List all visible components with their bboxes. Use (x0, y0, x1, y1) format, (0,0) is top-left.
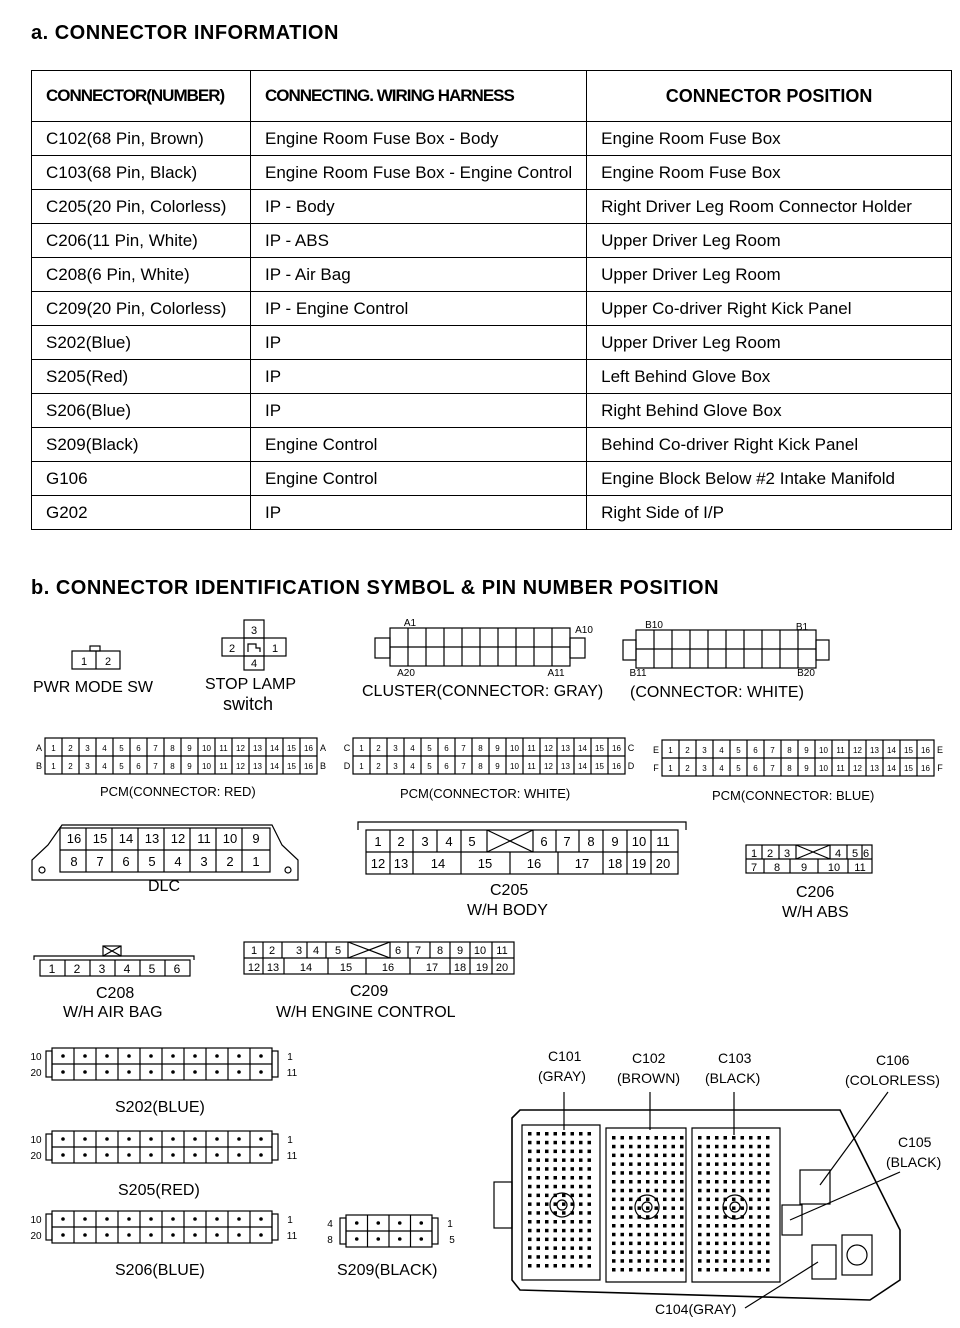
table-cell: S205(Red) (32, 360, 251, 394)
table-cell: S202(Blue) (32, 326, 251, 360)
pin-number: 6 (444, 762, 449, 771)
table-cell: IP - Air Bag (251, 258, 587, 292)
pin-number: 1 (447, 1219, 453, 1230)
table-cell: Upper Driver Leg Room (587, 326, 952, 360)
pin-number: 16 (304, 744, 313, 753)
pin-number: 15 (287, 744, 296, 753)
pin-number: 12 (236, 744, 245, 753)
pin-number: 3 (85, 744, 90, 753)
pin-number: 14 (118, 831, 134, 846)
pin-number: 13 (870, 764, 879, 773)
c208-label: C208 (96, 985, 135, 1002)
pin-number: 7 (153, 744, 158, 753)
row-letter: B (319, 761, 327, 771)
pin-number: 1 (252, 854, 260, 869)
pin-number: 9 (800, 862, 808, 874)
pin-number: 7 (414, 945, 422, 957)
pin-number: 4 (719, 746, 724, 755)
callout-c105-sub: (BLACK) (886, 1154, 942, 1170)
pin-number: 11 (527, 762, 536, 771)
pin-number: 4 (102, 744, 107, 753)
pin-number: B20 (797, 668, 815, 679)
pin-number: 2 (68, 744, 73, 753)
pin-number: 2 (766, 848, 774, 860)
pin-number: B11 (629, 668, 647, 679)
pin-number: 6 (394, 945, 402, 957)
pin-number: 5 (148, 854, 156, 869)
pin-number: 12 (247, 962, 261, 974)
table-cell: IP (251, 496, 587, 530)
pin-number: 14 (270, 744, 279, 753)
pin-number: 13 (393, 856, 409, 871)
pin-number: 10 (510, 744, 519, 753)
pin-number: 1 (668, 764, 673, 773)
table-cell: Left Behind Glove Box (587, 360, 952, 394)
pin-number: 2 (685, 746, 690, 755)
pin-number: 10 (827, 862, 841, 874)
pin-number: 16 (921, 746, 930, 755)
pin-number: 2 (397, 834, 405, 849)
pin-number: 1 (48, 962, 56, 976)
s209-connector (340, 1215, 438, 1247)
pin-number: 11 (286, 1068, 298, 1079)
pin-number: 1 (750, 848, 758, 860)
pin-number: 9 (804, 764, 809, 773)
pin-number: 4 (123, 962, 131, 976)
pin-number: 16 (66, 831, 82, 846)
pin-number: 3 (250, 625, 258, 637)
pin-number: 15 (595, 762, 604, 771)
s206-label: S206(BLUE) (115, 1262, 205, 1279)
pin-number: 16 (612, 762, 621, 771)
table-cell: G202 (32, 496, 251, 530)
pin-number: 20 (495, 962, 509, 974)
s205-label: S205(RED) (118, 1182, 200, 1199)
table-cell: S206(Blue) (32, 394, 251, 428)
pin-number: 6 (753, 746, 758, 755)
pin-number: 13 (561, 744, 570, 753)
pin-number: 1 (287, 1215, 293, 1226)
pin-number: 4 (834, 848, 842, 860)
pin-number: 13 (144, 831, 160, 846)
c209-label: C209 (350, 983, 389, 1000)
callout-c102: C102 (632, 1050, 666, 1066)
pin-number: A1 (403, 618, 417, 629)
callout-c106: C106 (876, 1052, 910, 1068)
pin-number: 9 (187, 744, 192, 753)
pin-number: 1 (374, 834, 382, 849)
white-connector (623, 630, 829, 668)
c205-sub: W/H BODY (467, 902, 548, 919)
pin-number: 5 (148, 962, 156, 976)
pin-number: 4 (102, 762, 107, 771)
table-cell: Engine Room Fuse Box (587, 122, 952, 156)
pin-number: 3 (783, 848, 791, 860)
pin-number: 6 (444, 744, 449, 753)
pin-number: 11 (286, 1151, 298, 1162)
s202-label: S202(BLUE) (115, 1099, 205, 1116)
pin-number: 6 (540, 834, 548, 849)
pin-number: 9 (495, 762, 500, 771)
pin-number: 7 (750, 862, 758, 874)
pin-number: 18 (453, 962, 467, 974)
pin-number: 13 (253, 762, 262, 771)
pin-number: 1 (668, 746, 673, 755)
pin-number: 3 (421, 834, 429, 849)
pin-number: 11 (854, 862, 866, 874)
pin-number: 11 (286, 1231, 298, 1242)
pin-number: 4 (410, 744, 415, 753)
table-cell: C103(68 Pin, Black) (32, 156, 251, 190)
pin-number: 12 (236, 762, 245, 771)
pin-number: 5 (736, 764, 741, 773)
pin-number: 5 (427, 744, 432, 753)
pin-number: 7 (153, 762, 158, 771)
engine-room-fuse-box (494, 1092, 900, 1308)
pin-number: 10 (30, 1215, 42, 1226)
pin-number: 7 (770, 764, 775, 773)
pin-number: 12 (544, 744, 553, 753)
pin-number: 11 (197, 831, 211, 846)
pin-number: 10 (30, 1135, 42, 1146)
pin-number: 5 (119, 744, 124, 753)
pin-number: 13 (870, 746, 879, 755)
pin-number: 9 (252, 831, 260, 846)
pin-number: 5 (468, 834, 476, 849)
pin-number: 18 (607, 856, 623, 871)
table-cell: Right Driver Leg Room Connector Holder (587, 190, 952, 224)
pin-number: 2 (685, 764, 690, 773)
pin-number: 4 (445, 834, 453, 849)
row-letter: E (936, 745, 944, 755)
pin-number: 12 (370, 856, 386, 871)
pin-number: 14 (578, 762, 587, 771)
table-cell: IP (251, 360, 587, 394)
row-letter: C (343, 743, 351, 753)
table-cell: Upper Driver Leg Room (587, 258, 952, 292)
pin-number: 8 (773, 862, 781, 874)
table-cell: C206(11 Pin, White) (32, 224, 251, 258)
pin-number: 10 (202, 744, 211, 753)
pin-number: 20 (30, 1231, 42, 1242)
callout-c102-sub: (BROWN) (617, 1070, 680, 1086)
pin-number: 9 (495, 744, 500, 753)
callout-c103: C103 (718, 1050, 752, 1066)
pin-number: 4 (327, 1219, 333, 1230)
table-cell: IP - Body (251, 190, 587, 224)
pin-number: 10 (30, 1052, 42, 1063)
cluster-label: CLUSTER(CONNECTOR: GRAY) (362, 683, 604, 700)
pin-number: 14 (299, 962, 313, 974)
pin-number: 6 (753, 764, 758, 773)
pin-number: 4 (174, 854, 182, 869)
cluster-connector (375, 628, 585, 666)
pin-number: 2 (376, 744, 381, 753)
pin-number: 6 (136, 762, 141, 771)
pin-number: 3 (200, 854, 208, 869)
pin-number: 7 (96, 854, 104, 869)
pin-number: 9 (611, 834, 619, 849)
pin-number: 8 (478, 762, 483, 771)
table-cell: Engine Block Below #2 Intake Manifold (587, 462, 952, 496)
table-cell: Upper Driver Leg Room (587, 224, 952, 258)
pin-number: 8 (787, 764, 792, 773)
table-cell: Engine Room Fuse Box - Body (251, 122, 587, 156)
pin-number: 10 (819, 746, 828, 755)
pin-number: 11 (527, 744, 536, 753)
pin-number: 5 (851, 848, 859, 860)
pin-number: 7 (461, 744, 466, 753)
pin-number: 4 (410, 762, 415, 771)
table-cell: G106 (32, 462, 251, 496)
pin-number: 11 (656, 834, 670, 849)
pin-number: 9 (804, 746, 809, 755)
callout-c106-sub: (COLORLESS) (845, 1072, 940, 1088)
pin-number: 2 (268, 945, 276, 957)
pin-number: 8 (436, 945, 444, 957)
pin-number: 1 (359, 762, 364, 771)
pin-number: 1 (51, 744, 56, 753)
table-cell: Engine Room Fuse Box - Engine Control (251, 156, 587, 190)
pin-number: 15 (904, 764, 913, 773)
pin-number: 14 (270, 762, 279, 771)
pin-number: 6 (122, 854, 130, 869)
table-cell: C205(20 Pin, Colorless) (32, 190, 251, 224)
row-letter: E (652, 745, 660, 755)
pin-number: B1 (795, 622, 809, 633)
callout-c101: C101 (548, 1048, 582, 1064)
row-letter: F (937, 763, 943, 773)
pin-number: 7 (770, 746, 775, 755)
pin-number: 4 (250, 658, 258, 670)
pin-number: 11 (219, 744, 228, 753)
stop-lamp-label: STOP LAMP (205, 676, 296, 693)
pin-number: 2 (376, 762, 381, 771)
pin-number: 9 (456, 945, 464, 957)
table-cell: C209(20 Pin, Colorless) (32, 292, 251, 326)
pin-number: 12 (853, 764, 862, 773)
pin-number: 17 (574, 856, 590, 871)
table-cell: Upper Co-driver Right Kick Panel (587, 292, 952, 326)
pin-number: 1 (359, 744, 364, 753)
pin-number: 1 (80, 656, 88, 668)
pin-number: 12 (170, 831, 186, 846)
pin-number: 1 (250, 945, 258, 957)
pin-number: 2 (226, 854, 234, 869)
pin-number: 2 (228, 643, 236, 655)
pin-number: 8 (478, 744, 483, 753)
c208-sub: W/H AIR BAG (63, 1004, 163, 1021)
pin-number: 16 (381, 962, 395, 974)
pin-number: 7 (461, 762, 466, 771)
table-cell: Engine Control (251, 462, 587, 496)
row-letter: A (35, 743, 43, 753)
pin-number: 14 (430, 856, 446, 871)
pin-number: 20 (655, 856, 671, 871)
table-cell: C102(68 Pin, Brown) (32, 122, 251, 156)
pin-number: 10 (473, 945, 487, 957)
pin-number: 1 (51, 762, 56, 771)
pin-number: 5 (736, 746, 741, 755)
pin-number: 6 (173, 962, 181, 976)
table-cell: Right Behind Glove Box (587, 394, 952, 428)
table-cell: IP - ABS (251, 224, 587, 258)
callout-c103-sub: (BLACK) (705, 1070, 761, 1086)
callout-c101-sub: (GRAY) (538, 1068, 586, 1084)
table-cell: C208(6 Pin, White) (32, 258, 251, 292)
pin-number: 6 (862, 848, 870, 860)
pin-number: 6 (136, 744, 141, 753)
pin-number: 10 (510, 762, 519, 771)
pin-number: 5 (449, 1235, 455, 1246)
pin-number: 15 (595, 744, 604, 753)
pin-number: 15 (339, 962, 353, 974)
pin-number: A11 (547, 668, 565, 679)
s206-connector (46, 1211, 278, 1243)
pin-number: 1 (287, 1052, 293, 1063)
pin-number: 16 (921, 764, 930, 773)
pin-number: 20 (30, 1068, 42, 1079)
pin-number: A10 (575, 625, 593, 636)
pin-number: 8 (587, 834, 595, 849)
pin-number: 3 (393, 762, 398, 771)
row-letter: A (319, 743, 327, 753)
pin-number: 1 (271, 643, 279, 655)
pin-number: 19 (631, 856, 647, 871)
pin-number: 5 (334, 945, 342, 957)
pin-number: 13 (266, 962, 280, 974)
pin-number: 11 (836, 764, 845, 773)
table-cell: Right Side of I/P (587, 496, 952, 530)
pin-number: 4 (719, 764, 724, 773)
column-header: CONNECTOR POSITION (587, 71, 952, 122)
row-letter: D (627, 761, 635, 771)
table-cell: IP - Engine Control (251, 292, 587, 326)
pin-number: 5 (119, 762, 124, 771)
c208-connector (34, 946, 194, 976)
pcm-red-label: PCM(CONNECTOR: RED) (100, 784, 256, 799)
pin-number: A20 (397, 668, 415, 679)
table-cell: Behind Co-driver Right Kick Panel (587, 428, 952, 462)
section-a-title: a. CONNECTOR INFORMATION (31, 22, 339, 44)
pin-number: 10 (631, 834, 647, 849)
pcm-blue-label: PCM(CONNECTOR: BLUE) (712, 788, 875, 803)
pin-number: 15 (92, 831, 108, 846)
pin-number: 14 (887, 764, 896, 773)
pin-number: 11 (836, 746, 845, 755)
pwr-mode-label: PWR MODE SW (33, 679, 153, 696)
pcm-white-label: PCM(CONNECTOR: WHITE) (400, 786, 571, 801)
pin-number: 3 (295, 945, 303, 957)
c209-sub: W/H ENGINE CONTROL (276, 1004, 456, 1021)
s202-connector (46, 1048, 278, 1080)
pin-number: 12 (544, 762, 553, 771)
pin-number: 11 (219, 762, 228, 771)
pin-number: 16 (612, 744, 621, 753)
table-cell: IP (251, 394, 587, 428)
pin-number: 2 (104, 656, 112, 668)
stop-lamp-label2: switch (223, 694, 274, 714)
pin-number: 15 (904, 746, 913, 755)
pin-number: 3 (85, 762, 90, 771)
table-cell: IP (251, 326, 587, 360)
white-label: (CONNECTOR: WHITE) (630, 684, 804, 701)
pin-number: 2 (73, 962, 81, 976)
callout-c104: C104(GRAY) (655, 1301, 737, 1317)
row-letter: D (343, 761, 351, 771)
s209-label: S209(BLACK) (337, 1262, 438, 1279)
pin-number: 3 (702, 746, 707, 755)
pin-number: 10 (202, 762, 211, 771)
pin-number: 13 (561, 762, 570, 771)
c205-label: C205 (490, 882, 529, 899)
pin-number: 12 (853, 746, 862, 755)
pin-number: B10 (645, 620, 663, 631)
s205-connector (46, 1131, 278, 1163)
table-cell: Engine Control (251, 428, 587, 462)
column-header: CONNECTING. WIRING HARNESS (251, 71, 587, 122)
pin-number: 8 (170, 762, 175, 771)
pin-number: 16 (304, 762, 313, 771)
pin-number: 8 (327, 1235, 333, 1246)
column-header: CONNECTOR(NUMBER) (32, 71, 251, 122)
pin-number: 4 (312, 945, 320, 957)
c206-label: C206 (796, 884, 835, 901)
pin-number: 8 (170, 744, 175, 753)
section-b-title: b. CONNECTOR IDENTIFICATION SYMBOL & PIN NUMBER POSITION (31, 577, 720, 599)
pwr-mode-connector (72, 646, 120, 669)
pin-number: 3 (702, 764, 707, 773)
pin-number: 2 (68, 762, 73, 771)
pin-number: 10 (222, 831, 238, 846)
table-cell: S209(Black) (32, 428, 251, 462)
pin-number: 14 (887, 746, 896, 755)
pin-number: 13 (253, 744, 262, 753)
dlc-label: DLC (148, 878, 181, 895)
c206-sub: W/H ABS (782, 904, 849, 921)
pin-number: 7 (563, 834, 571, 849)
pin-number: 5 (427, 762, 432, 771)
pin-number: 8 (70, 854, 78, 869)
row-letter: F (653, 763, 659, 773)
pin-number: 3 (98, 962, 106, 976)
callout-c105: C105 (898, 1134, 932, 1150)
pin-number: 11 (496, 945, 508, 957)
pin-number: 14 (578, 744, 587, 753)
table-cell: Engine Room Fuse Box (587, 156, 952, 190)
pin-number: 20 (30, 1151, 42, 1162)
pin-number: 17 (425, 962, 439, 974)
pin-number: 3 (393, 744, 398, 753)
pin-number: 15 (477, 856, 493, 871)
pin-number: 16 (526, 856, 542, 871)
pin-number: 15 (287, 762, 296, 771)
row-letter: C (627, 743, 635, 753)
row-letter: B (35, 761, 43, 771)
pin-number: 9 (187, 762, 192, 771)
pin-number: 1 (287, 1135, 293, 1146)
pin-number: 10 (819, 764, 828, 773)
pin-number: 8 (787, 746, 792, 755)
pin-number: 19 (475, 962, 489, 974)
